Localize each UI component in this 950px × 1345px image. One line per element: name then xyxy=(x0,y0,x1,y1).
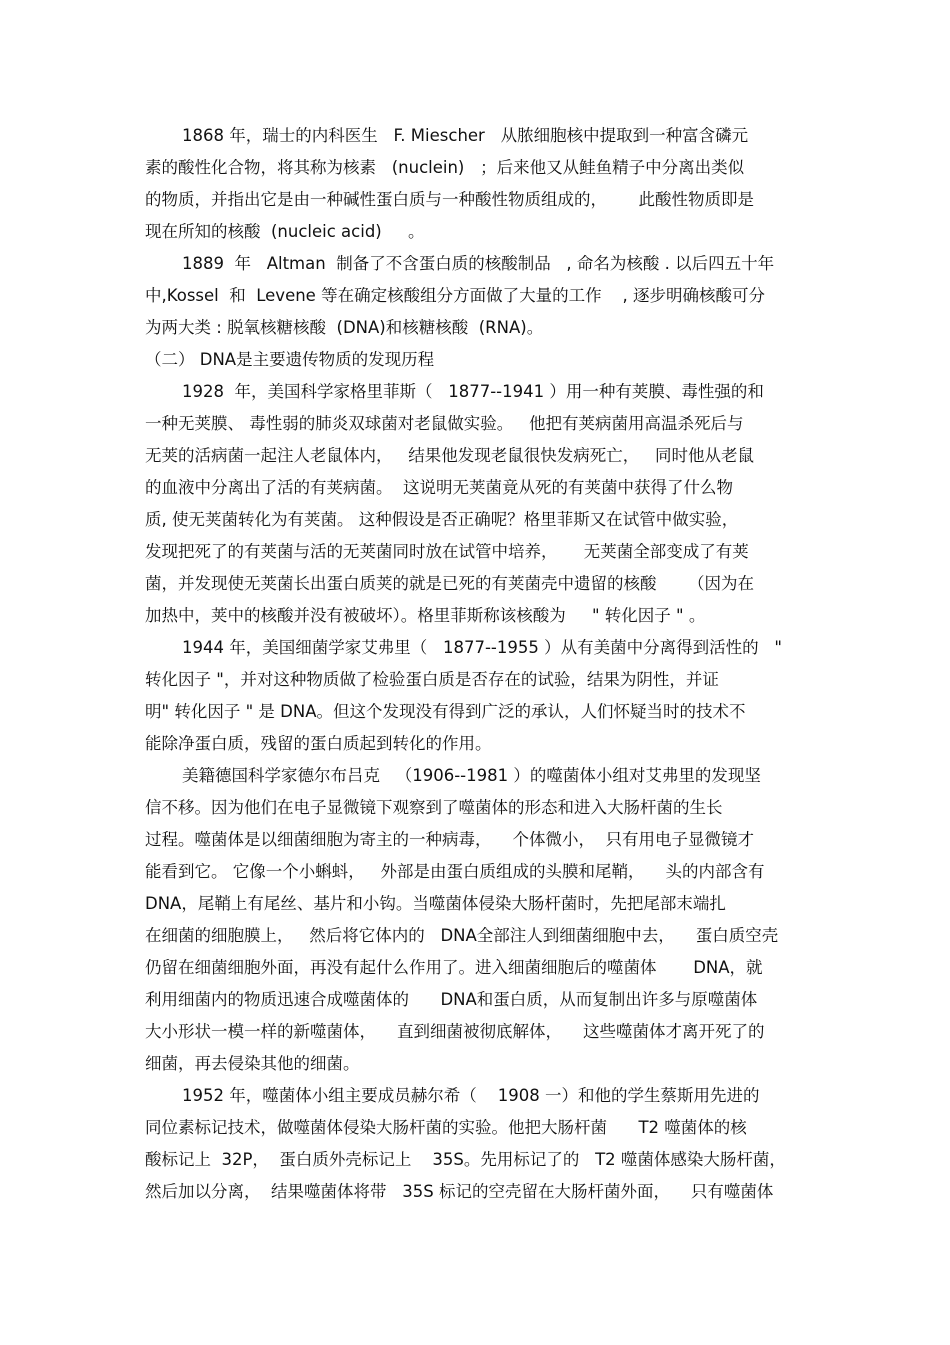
paragraph-4-line-3: 明" 转化因子 " 是 DNA。但这个发现没有得到广泛的承认，人们怀疑当时的技术不 xyxy=(145,702,746,721)
paragraph-4-line-1: 1944 年，美国细菌学家艾弗里（ 1877--1955 ）从有美菌中分离得到活性的 " xyxy=(182,638,782,657)
paragraph-5-line-6: 在细菌的细胞膜上， 然后将它体内的 DNA全部注人到细菌细胞中去， 蛋白质空壳 xyxy=(145,926,779,945)
paragraph-1-line-2: 素的酸性化合物，将其称为核素 (nuclein) ；后来他又从鲑鱼精子中分离出类似 xyxy=(145,158,745,177)
paragraph-3-line-2: 一种无荚膜、 毒性弱的肺炎双球菌对老鼠做实验。 他把有荚病菌用高温杀死后与 xyxy=(145,414,744,433)
paragraph-5-line-4: 能看到它。 它像一个小蝌蚪， 外部是由蛋白质组成的头膜和尾鞘， 头的内部含有 xyxy=(145,862,765,881)
paragraph-5-line-5: DNA，尾鞘上有尾丝、基片和小钩。当噬菌体侵染大肠杆菌时，先把尾部末端扎 xyxy=(145,894,726,913)
paragraph-5-line-9: 大小形状一模一样的新噬菌体， 直到细菌被彻底解体， 这些噬菌体才离开死了的 xyxy=(145,1022,765,1041)
paragraph-5-line-3: 过程。噬菌体是以细菌细胞为寄主的一种病毒， 个体微小， 只有用电子显微镜才 xyxy=(145,830,754,849)
paragraph-3-line-8: 加热中，荚中的核酸并没有被破坏）。格里菲斯称该核酸为 " 转化因子 " 。 xyxy=(145,606,706,625)
paragraph-6-line-3: 酸标记上 32P， 蛋白质外壳标记上 35S。先用标记了的 T2 噬菌体感染大肠杆菌， xyxy=(145,1150,786,1169)
paragraph-2-line-2: 中,Kossel 和 Levene 等在确定核酸组分方面做了大量的工作 , 逐步明确核酸可分 xyxy=(145,286,766,305)
paragraph-5-line-7: 仍留在细菌细胞外面，再没有起什么作用了。进入细菌细胞后的噬菌体 DNA，就 xyxy=(145,958,763,977)
paragraph-3-line-6: 发现把死了的有荚菌与活的无荚菌同时放在试管中培养， 无荚菌全部变成了有荚 xyxy=(145,542,749,561)
paragraph-4-line-4: 能除净蛋白质，残留的蛋白质起到转化的作用。 xyxy=(145,734,492,753)
paragraph-1-line-4: 现在所知的核酸 (nucleic acid) 。 xyxy=(145,222,425,241)
paragraph-1-line-3: 的物质，并指出它是由一种碱性蛋白质与一种酸性物质组成的， 此酸性物质即是 xyxy=(145,190,754,209)
paragraph-2-line-3: 为两大类 : 脱氧核糖核酸 (DNA)和核糖核酸 (RNA)。 xyxy=(145,318,544,337)
paragraph-6-line-2: 同位素标记技术，做噬菌体侵染大肠杆菌的实验。他把大肠杆菌 T2 噬菌体的核 xyxy=(145,1118,747,1137)
paragraph-3-line-1: 1928 年，美国科学家格里菲斯（ 1877--1941 ）用一种有荚膜、毒性强的和 xyxy=(182,382,764,401)
paragraph-5-line-10: 细菌，再去侵染其他的细菌。 xyxy=(145,1054,360,1073)
paragraph-3-line-3: 无荚的活病菌一起注人老鼠体内， 结果他发现老鼠很快发病死亡， 同时他从老鼠 xyxy=(145,446,754,465)
paragraph-3-line-5: 质, 使无荚菌转化为有荚菌。 这种假设是否正确呢？格里菲斯又在试管中做实验， xyxy=(145,510,739,529)
paragraph-4-line-2: 转化因子 "，并对这种物质做了检验蛋白质是否存在的试验，结果为阴性，并证 xyxy=(145,670,719,689)
paragraph-5-line-8: 利用细菌内的物质迅速合成噬菌体的 DNA和蛋白质，从而复制出许多与原噬菌体 xyxy=(145,990,758,1009)
paragraph-5-line-2: 信不移。因为他们在电子显微镜下观察到了噬菌体的形态和进入大肠杆菌的生长 xyxy=(145,798,723,817)
paragraph-3-line-7: 菌，并发现使无荚菌长出蛋白质荚的就是已死的有荚菌壳中遗留的核酸 （因为在 xyxy=(145,574,754,593)
paragraph-5-line-1: 美籍德国科学家德尔布吕克 （1906--1981 ）的噬菌体小组对艾弗里的发现坚 xyxy=(182,766,761,785)
paragraph-3-line-4: 的血液中分离出了活的有荚病菌。 这说明无荚菌竟从死的有荚菌中获得了什么物 xyxy=(145,478,733,497)
paragraph-6-line-4: 然后加以分离， 结果噬菌体将带 35S 标记的空壳留在大肠杆菌外面， 只有噬菌体 xyxy=(145,1182,774,1201)
paragraph-1-line-1: 1868 年，瑞士的内科医生 F. Miescher 从脓细胞核中提取到一种富含磷元 xyxy=(182,126,749,145)
paragraph-2-line-1: 1889 年 Altman 制备了不含蛋白质的核酸制品 , 命名为核酸 . 以后四五十年 xyxy=(182,254,775,273)
paragraph-6-line-1: 1952 年，噬菌体小组主要成员赫尔希（ 1908 一）和他的学生蔡斯用先进的 xyxy=(182,1086,760,1105)
section-heading: （二） DNA是主要遗传物质的发现历程 xyxy=(145,350,435,369)
